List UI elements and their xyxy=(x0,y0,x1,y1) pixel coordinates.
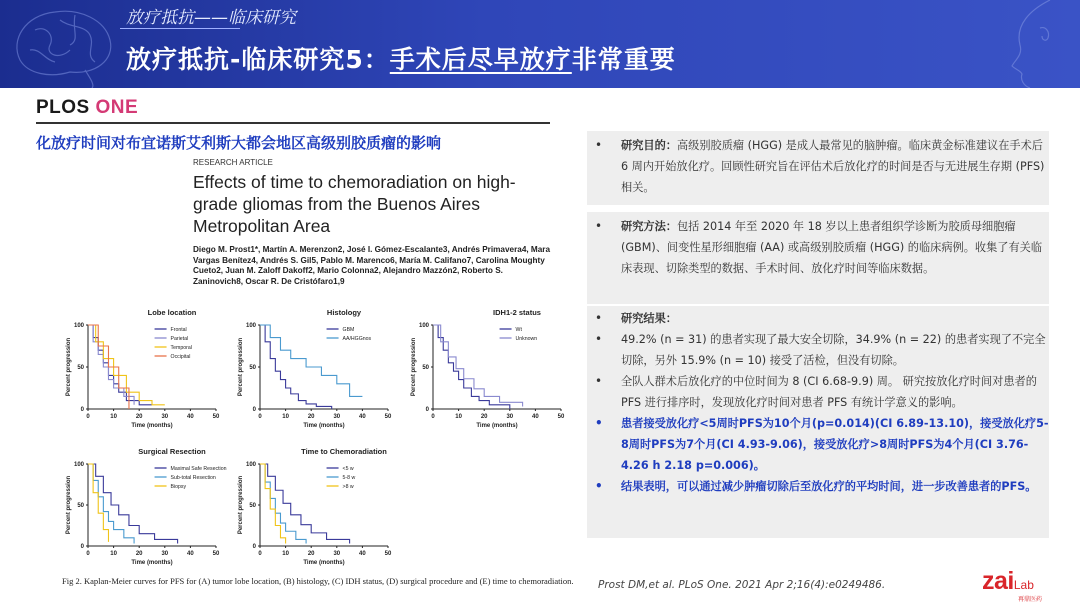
objective-label: 研究目的： xyxy=(621,139,677,152)
highlight-item xyxy=(587,476,1049,497)
legend-label: GBM xyxy=(342,327,355,333)
methods-text: 包括 2014 年至 2020 年 18 岁以上患者组织学诊断为胶质母细胞瘤 (GBM)、间变性星形细胞瘤 (AA) 或高级别胶质瘤 (HGG) 的临床病例。收集了有关临床表现、切除类型的数据、手术时间、放化疗时间等临床数据。 xyxy=(621,220,1043,275)
page-title xyxy=(126,40,676,76)
chart-title: Histology xyxy=(326,308,362,317)
paper-authors: Diego M. Prost1*, Martín A. Merenzon2, José I. Gómez-Escalante3, Andrés Primavera4, Mara Vargas Benítez4, Andrés S. Gil5, Pablo M. Marenco6, María M. Califano7, Carolina Moughty Cueto2, Juan M. Zaloff Dakoff2, Mario Colonna2, Alejandro Mazzón2, Roberto S. Zaninovich8, Oscar R. De Cristófaro1,9 xyxy=(193,245,551,286)
x-tick-label: 30 xyxy=(333,414,341,420)
chart-title: Surgical Resection xyxy=(138,447,206,456)
y-tick-label: 50 xyxy=(249,503,256,509)
y-tick-label: 100 xyxy=(73,462,84,468)
x-tick-label: 0 xyxy=(258,414,262,420)
x-tick-label: 10 xyxy=(282,551,289,557)
x-tick-label: 50 xyxy=(212,414,220,420)
x-tick-label: 10 xyxy=(110,551,117,557)
y-tick-label: 0 xyxy=(80,407,84,413)
x-axis-label: Time (months) xyxy=(476,423,518,429)
y-axis-label: Percent progression xyxy=(66,337,72,397)
km-curve-frontal xyxy=(88,325,152,405)
methods-label: 研究方法： xyxy=(621,220,677,233)
objective-text: 高级别胶质瘤 (HGG) 是成人最常见的脑肿瘤。临床黄金标准建议在手术后 6 周内开始放化疗。回顾性研究旨在评估术后放化疗的时间是否与无进展生存期 (PFS) 相关。 xyxy=(621,139,1045,194)
title-suffix: 非常重要 xyxy=(571,45,676,74)
km-chart-histology xyxy=(232,305,402,435)
x-axis-label: Time (months) xyxy=(131,560,173,566)
paper-title: Effects of time to chemoradiation on high-grade gliomas from the Buenos Aires Metropolitan Area xyxy=(193,172,516,236)
face-profile-icon xyxy=(920,0,1080,88)
bullet-dot-icon: • xyxy=(595,374,603,388)
logo-main-text: zai xyxy=(982,567,1014,595)
bullet-dot-icon: • xyxy=(595,332,603,346)
km-curve--5-w xyxy=(260,464,350,544)
bullet-dot-icon: • xyxy=(595,219,603,233)
results-text: 49.2% (n = 31) 的患者实现了最大安全切除，34.9% (n = 22) 的患者实现了不完全切除，另外 15.9% (n = 10) 接受了活检，但没有切除。 xyxy=(621,333,1046,367)
methods-panel xyxy=(587,212,1049,304)
x-tick-label: 20 xyxy=(135,551,143,557)
results-item xyxy=(587,371,1049,413)
legend-label: Maximal Safe Resection xyxy=(170,466,227,472)
section-subtitle: 放疗抵抗——临床研究 xyxy=(126,8,296,28)
km-curve-maximal-safe-resection xyxy=(88,464,178,544)
chinese-article-title: 化放疗时间对布宜诺斯艾利斯大都会地区高级别胶质瘤的影响 xyxy=(36,134,442,152)
x-tick-label: 40 xyxy=(187,414,194,420)
objective-item xyxy=(587,135,1049,198)
x-tick-label: 10 xyxy=(282,414,289,420)
x-tick-label: 50 xyxy=(384,414,392,420)
x-axis-label: Time (months) xyxy=(303,423,345,429)
chart-svg xyxy=(232,305,402,435)
journal-name-part1: PLOS xyxy=(36,97,96,118)
y-tick-label: 100 xyxy=(245,462,256,468)
x-tick-label: 0 xyxy=(86,551,90,557)
x-tick-label: 40 xyxy=(187,551,194,557)
legend-label: Parietal xyxy=(170,336,189,342)
logo-sub-text: Lab xyxy=(1013,578,1034,592)
x-tick-label: 10 xyxy=(110,414,117,420)
bullet-dot-icon: • xyxy=(595,311,603,325)
y-tick-label: 50 xyxy=(77,503,84,509)
y-tick-label: 50 xyxy=(77,365,84,371)
x-tick-label: 0 xyxy=(431,414,435,420)
x-tick-label: 40 xyxy=(532,414,539,420)
x-tick-label: 50 xyxy=(384,551,392,557)
x-tick-label: 30 xyxy=(333,551,341,557)
x-tick-label: 0 xyxy=(86,414,90,420)
x-tick-label: 20 xyxy=(480,414,488,420)
x-tick-label: 20 xyxy=(307,551,315,557)
y-axis-label: Percent progression xyxy=(238,337,244,397)
x-tick-label: 50 xyxy=(212,551,220,557)
x-tick-label: 30 xyxy=(161,551,169,557)
legend-label: Temporal xyxy=(170,345,192,351)
results-heading: 研究结果： xyxy=(621,312,677,325)
highlight-text: 患者接受放化疗<5周时PFS为10个月(p=0.014)(CI 6.89-13.10)，接受放化疗5-8周时PFS为7个月(CI 4.93-9.06)，接受放化疗>8周时PFS为4个月(CI 3.76-4.26 h 2.18 p=0.006)。 xyxy=(621,417,1049,472)
legend-label: Wt xyxy=(515,327,522,333)
x-axis-label: Time (months) xyxy=(303,560,345,566)
x-tick-label: 0 xyxy=(258,551,262,557)
x-tick-label: 20 xyxy=(307,414,315,420)
journal-logo xyxy=(36,97,138,119)
y-tick-label: 100 xyxy=(245,323,256,329)
results-panel xyxy=(587,306,1049,538)
journal-name-part2: ONE xyxy=(95,97,139,118)
y-tick-label: 0 xyxy=(252,544,256,550)
y-tick-label: 0 xyxy=(252,407,256,413)
chart-svg xyxy=(405,305,575,435)
x-tick-label: 40 xyxy=(359,414,366,420)
y-axis-label: Percent progression xyxy=(411,337,417,397)
x-tick-label: 10 xyxy=(455,414,462,420)
y-tick-label: 100 xyxy=(418,323,429,329)
chart-title: IDH1-2 status xyxy=(493,308,541,317)
y-tick-label: 50 xyxy=(422,365,429,371)
legend-label: 5-8 w xyxy=(342,475,356,481)
y-tick-label: 0 xyxy=(425,407,429,413)
x-tick-label: 30 xyxy=(161,414,169,420)
y-axis-label: Percent progression xyxy=(66,475,72,535)
bullet-dot-icon: • xyxy=(595,479,603,493)
subtitle-divider xyxy=(120,28,240,29)
chart-svg xyxy=(60,444,230,572)
methods-item xyxy=(587,216,1049,279)
km-curve-unknown xyxy=(433,325,523,406)
km-chart-idh-status xyxy=(405,305,575,435)
objective-panel xyxy=(587,131,1049,205)
bullet-dot-icon: • xyxy=(595,138,603,152)
x-tick-label: 30 xyxy=(506,414,514,420)
legend-label: AA/HGGnos xyxy=(342,336,372,342)
chart-title: Time to Chemoradiation xyxy=(301,447,387,456)
legend-label: <5 w xyxy=(342,466,354,472)
x-axis-label: Time (months) xyxy=(131,423,173,429)
bullet-dot-icon: • xyxy=(595,416,603,430)
km-chart-time-to-chemoradiation xyxy=(232,444,402,572)
km-curve-biopsy xyxy=(88,464,108,542)
km-chart-lobe-location xyxy=(60,305,230,435)
y-axis-label: Percent progression xyxy=(238,475,244,535)
km-curve-parietal xyxy=(88,325,134,405)
chart-svg xyxy=(232,444,402,572)
legend-label: >8 w xyxy=(342,484,354,490)
legend-label: Sub-total Resection xyxy=(170,475,216,481)
x-tick-label: 20 xyxy=(135,414,143,420)
legend-label: Biopsy xyxy=(170,484,187,490)
figure-caption: Fig 2. Kaplan-Meier curves for PFS for (A) tumor lobe location, (B) histology, (C) IDH status, (D) surgical procedure and (E) time to chemoradiation. xyxy=(62,576,574,586)
y-tick-label: 0 xyxy=(80,544,84,550)
highlight-item xyxy=(587,413,1049,476)
company-logo xyxy=(982,568,1052,602)
legend-label: Occipital xyxy=(170,354,191,360)
y-tick-label: 100 xyxy=(73,323,84,329)
legend-label: Unknown xyxy=(515,336,538,342)
journal-divider xyxy=(36,122,550,124)
citation: Prost DM,et al. PLoS One. 2021 Apr 2;16(4):e0249486. xyxy=(598,579,886,591)
results-item xyxy=(587,329,1049,371)
header-banner xyxy=(0,0,1080,88)
x-tick-label: 40 xyxy=(359,551,366,557)
legend-label: Frontal xyxy=(170,327,187,333)
x-tick-label: 50 xyxy=(557,414,565,420)
title-underlined: 手术后尽早放疗 xyxy=(389,45,572,74)
logo-cn-text: 再鼎医药 xyxy=(1018,596,1043,603)
title-prefix: 放疗抵抗-临床研究5： xyxy=(126,45,390,74)
article-type: RESEARCH ARTICLE xyxy=(193,158,273,167)
results-text: 全队人群术后放化疗的中位时间为 8 (CI 6.68-9.9) 周。 研究按放化疗时间对患者的 PFS 进行排序时，发现放化疗时间对患者 PFS 有统计学意义的影响。 xyxy=(621,375,1037,409)
chart-svg xyxy=(60,305,230,435)
y-tick-label: 50 xyxy=(249,365,256,371)
highlight-text: 结果表明，可以通过减少肿瘤切除后至放化疗的平均时间，进一步改善患者的PFS。 xyxy=(621,480,1037,493)
chart-title: Lobe location xyxy=(147,308,197,317)
km-chart-surgical-resection xyxy=(60,444,230,572)
results-heading-item xyxy=(587,308,1049,329)
